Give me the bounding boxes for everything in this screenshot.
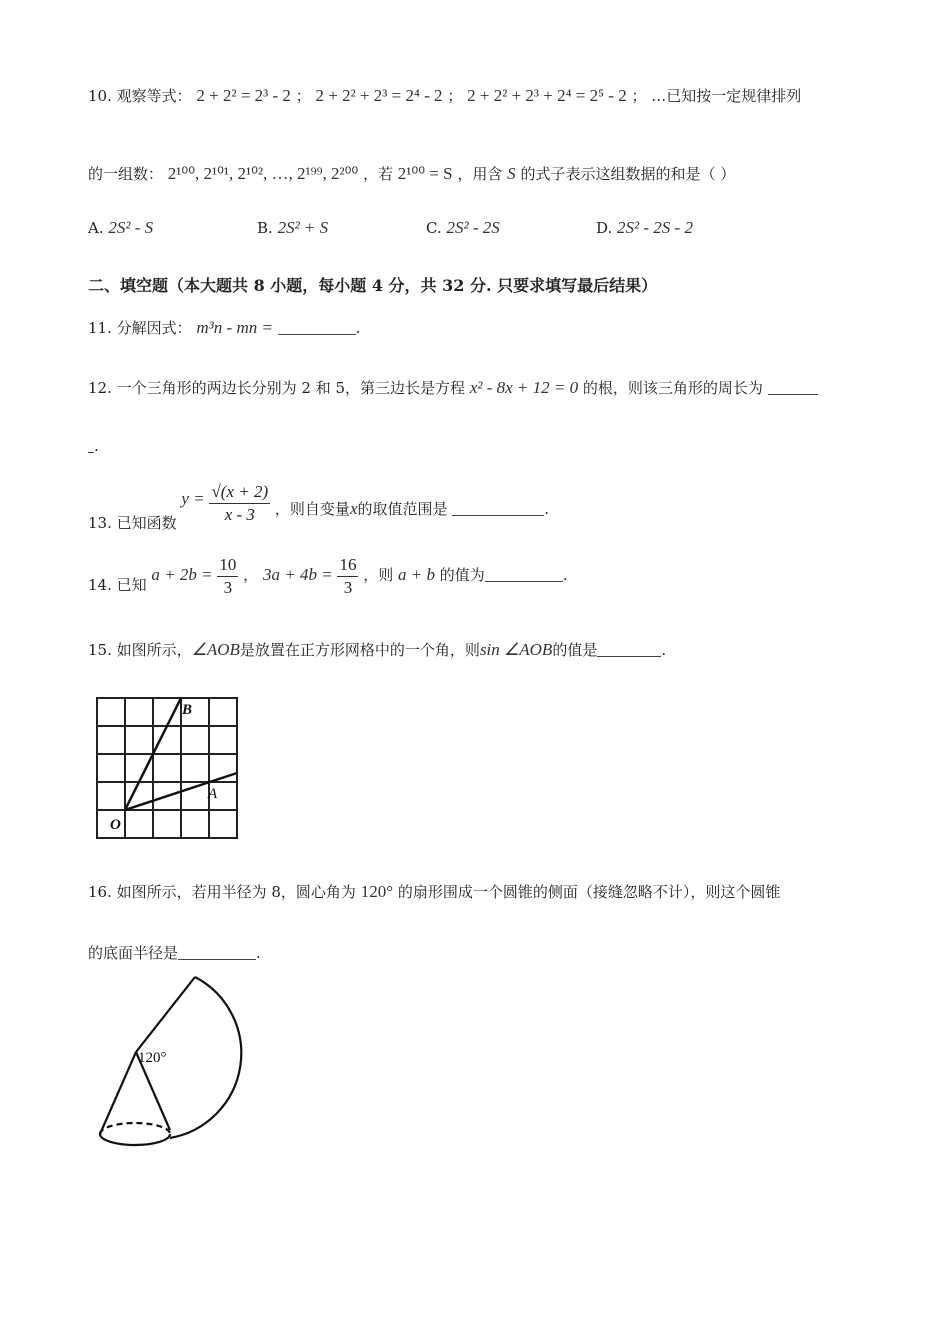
q16-line2-text: 的底面半径是 — [88, 944, 179, 962]
q16-end: . — [256, 944, 261, 962]
q14-eq1-lhs: a + 2b = — [151, 565, 213, 584]
q10-mid: ，用含 — [457, 165, 503, 183]
option-label: B. — [257, 219, 273, 237]
q13-lhs: y = — [181, 489, 205, 508]
q13-denominator: x - 3 — [224, 505, 255, 524]
option-label: D. — [596, 219, 613, 237]
q12-expr: x² - 8x + 12 = 0 — [469, 378, 579, 397]
q14-eq2-denominator: 3 — [343, 577, 353, 597]
q14-line — [88, 550, 568, 600]
q10-prefix: 10. 观察等式： — [88, 87, 192, 105]
q15-angle: ∠AOB — [191, 640, 240, 659]
q15-sin: sin ∠AOB — [479, 640, 553, 659]
q11-expr: m³n - mn = — [196, 318, 273, 337]
q14-eq2-numerator: 16 — [337, 554, 358, 577]
q13-prefix: 13. 已知函数 — [88, 514, 177, 532]
q11-line — [88, 318, 361, 338]
q10-eq2: 2 + 2² + 2³ = 2⁴ - 2 — [315, 86, 443, 105]
q13-answer-blank[interactable] — [452, 501, 544, 516]
q10-option-b[interactable] — [257, 218, 328, 238]
section2-heading: 二、填空题（本大题共 8 小题，每小题 4 分，共 32 分. 只要求填写最后结果） — [88, 276, 658, 295]
q12-end: . — [94, 437, 99, 455]
q10-sep1: ； — [295, 87, 311, 105]
q16-angle: 120° — [360, 882, 394, 901]
q10-option-a[interactable] — [88, 218, 153, 238]
option-expr: 2S² - 2S - 2 — [617, 218, 693, 237]
option-label: A. — [88, 219, 104, 237]
q11-answer-blank[interactable] — [278, 320, 356, 335]
q16-prefix: 16. 如图所示，若用半径为 8，圆心角为 — [88, 883, 356, 901]
q16-answer-blank[interactable] — [178, 945, 256, 960]
option-expr: 2S² - 2S — [446, 218, 500, 237]
q16-cone-figure — [90, 970, 270, 1160]
q12-answer-blank[interactable] — [768, 380, 818, 395]
label-o: O — [110, 817, 121, 833]
sector-radius-top — [136, 977, 195, 1052]
q14-fraction-2 — [337, 554, 358, 599]
cone-base-back — [100, 1123, 170, 1134]
q13-mid: ，则自变量 — [274, 500, 350, 518]
q16-line2 — [88, 943, 261, 963]
q12-line1 — [88, 378, 818, 398]
q12-suffix: 的根，则该三角形的周长为 — [582, 379, 763, 397]
q16-line1 — [88, 882, 780, 902]
q10-eq3: 2 + 2² + 2³ + 2⁴ = 2⁵ - 2 — [467, 86, 627, 105]
q11-prefix: 11. 分解因式： — [88, 319, 192, 337]
q10-tail: 的式子表示这组数据的和是（ ） — [520, 165, 736, 183]
q13-suffix: 的取值范围是 — [357, 500, 448, 518]
q14-eq1-denominator: 3 — [223, 577, 233, 597]
q11-end: . — [355, 319, 361, 337]
q10-var: S — [507, 164, 516, 183]
q10-option-c[interactable] — [426, 218, 500, 238]
q15-end: . — [661, 641, 667, 659]
sector-arc — [170, 977, 241, 1138]
q13-fraction — [209, 481, 270, 526]
q14-mid: ，则 — [363, 566, 394, 584]
option-label: C. — [426, 219, 442, 237]
q14-eq2-lhs: 3a + 4b = — [262, 565, 333, 584]
q15-line — [88, 640, 666, 660]
q14-suffix: 的值为 — [439, 566, 485, 584]
option-expr: 2S² + S — [277, 218, 329, 237]
q10-condition: 2¹⁰⁰ = S — [397, 164, 453, 183]
q16-suffix: 的扇形围成一个圆锥的侧面（接缝忽略不计），则这个圆锥 — [397, 883, 781, 901]
label-a: A — [208, 786, 218, 802]
cone-base-front — [100, 1134, 170, 1145]
q10-sep2: ； — [447, 87, 463, 105]
q10-sep3: ； — [631, 87, 647, 105]
q13-numerator: √(x + 2) — [209, 481, 270, 504]
q13-end: . — [544, 500, 550, 518]
q10-suffix: …已知按一定规律排列 — [651, 87, 802, 105]
q12-line2 — [88, 436, 99, 456]
q15-mid: 是放置在正方形网格中的一个角，则 — [239, 641, 480, 659]
q13-var: x — [349, 499, 358, 518]
q14-answer-blank[interactable] — [485, 567, 563, 582]
q10-line1 — [88, 86, 801, 106]
q15-prefix: 15. 如图所示， — [88, 641, 192, 659]
q10-sequence: 2¹⁰⁰, 2¹⁰¹, 2¹⁰², …, 2¹⁹⁹, 2²⁰⁰ — [167, 164, 359, 183]
q13-line — [88, 474, 550, 532]
angle-label: 120° — [138, 1050, 167, 1066]
q15-suffix: 的值是 — [552, 641, 598, 659]
q10-line2 — [88, 164, 735, 184]
q14-end: . — [562, 566, 568, 584]
label-b: B — [182, 702, 193, 718]
q12-prefix: 12. 一个三角形的两边长分别为 2 和 5，第三边长是方程 — [88, 379, 466, 397]
q10-if: ，若 — [363, 165, 394, 183]
q10-option-d[interactable] — [596, 218, 693, 238]
q14-fraction-1 — [217, 554, 238, 599]
q10-eq1: 2 + 2² = 2³ - 2 — [196, 86, 291, 105]
q14-prefix: 14. 已知 — [88, 576, 147, 594]
q15-answer-blank[interactable] — [597, 642, 661, 657]
q14-expr: a + b — [398, 565, 436, 584]
option-expr: 2S² - S — [108, 218, 154, 237]
q10-line2-prefix: 的一组数： — [88, 165, 164, 183]
cone-left-slant — [100, 1052, 136, 1134]
q15-grid-figure — [90, 690, 250, 850]
q14-comma: ， — [243, 566, 259, 584]
q14-eq1-numerator: 10 — [217, 554, 238, 577]
